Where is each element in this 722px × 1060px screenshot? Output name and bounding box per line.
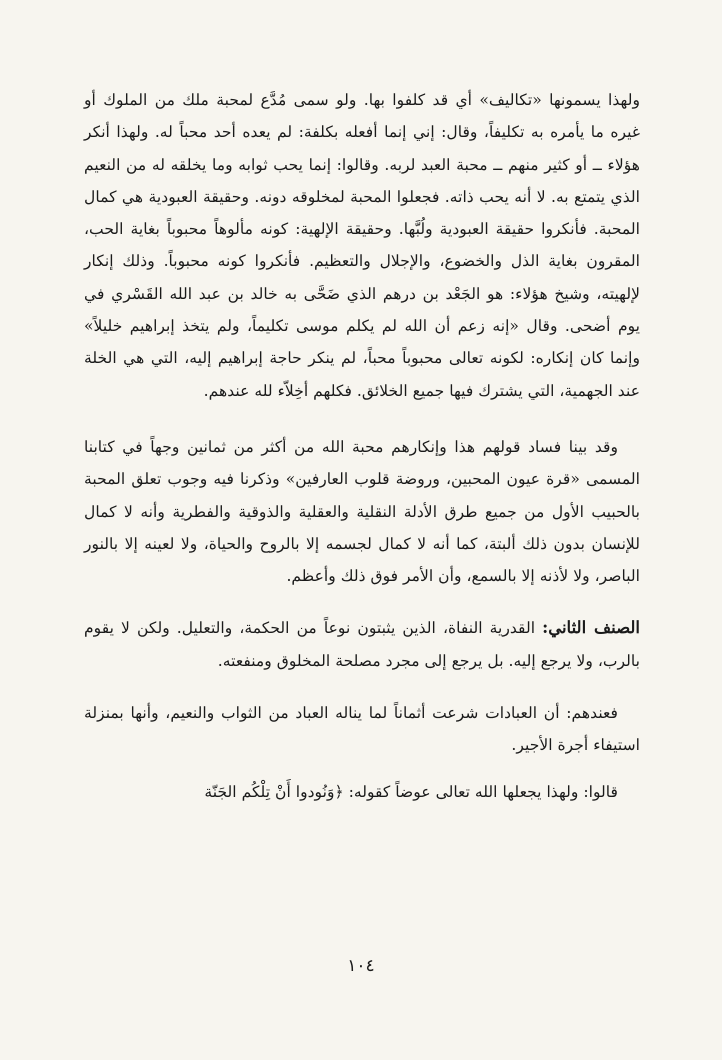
paragraph-2: وقد بينا فساد قولهم هذا وإنكارهم محبة الله من أكثر من ثمانين وجهاً في كتابنا المسمى «قرة عيون المحبين، وروضة قلوب العارفين» وذكرنا فيه وجوب تعلق المحبة بالحبيب الأول من جميع طرق الأدلة النقلية والعقلية والذوقية والفطرية وأنه لا كمال للإنسان بدون ذلك ألبتة، كما أنه لا كمال لجسمه إلا بالروح والحياة، ولا لعينه إلا بالنور الباصر، ولا لأذنه إلا بالسمع، وأن الأمر فوق ذلك وأعظم. (84, 437, 640, 586)
paragraph-3-text: القدرية النفاة، الذين يثبتون نوعاً من الحكمة، والتعليل. ولكن لا يقوم بالرب، ولا يرجع إليه. بل يرجع إلى مجرد مصلحة المخلوق ومنفعته. (84, 619, 640, 670)
section-heading: الصنف الثاني: (542, 618, 640, 638)
paragraph-3 (84, 612, 640, 677)
paragraph-1: ولهذا يسمونها «تكاليف» أي قد كلفوا بها. ولو سمى مُدَّع لمحبة ملك من الملوك أو غيره ما يأمره به تكليفاً، وقال: إني إنما أفعله بكلفة: لم يعده أحد محباً له. ولهذا أنكر هؤلاء ــ أو كثير منهم ــ محبة العبد لربه. وقالوا: إنما يحب ثوابه وما يخلقه له من النعيم الذي يتمتع به. لا أنه يحب ذاته. فجعلوا المحبة لمخلوقه دونه. وحقيقة العبودية هي كمال المحبة. فأنكروا حقيقة العبودية ولُبَّها. وحقيقة الإلهية: كونه مألوهاً محبوباً بغاية الحب، المقرون بغاية الذل والخضوع، والإجلال والتعظيم. فأنكروا كونه محبوباً. وذلك إنكار لإلهيته، وشيخ هؤلاء: هو الجَعْد بن درهم الذي ضَحَّى به خالد بن عبد الله القَسْري في يوم أضحى. وقال «إنه زعم أن الله لم يكلم موسى تكليماً، ولم يتخذ إبراهيم خليلاً» وإنما كان إنكاره: لكونه تعالى محبوباً محباً، لم ينكر حاجة إبراهيم إليه، التي هي الخلة عند الجهمية، التي يشترك فيها جميع الخلائق. فكلهم أخِلاّء لله عندهم. (84, 91, 640, 400)
page-body (84, 84, 640, 808)
page-number: ١٠٤ (347, 956, 375, 976)
paragraph-5: قالوا: ولهذا يجعلها الله تعالى عوضاً كقوله: ﴿وَنُودوا أَنْ تِلْكُم الجَنّة (204, 782, 618, 801)
paragraph-4: فعندهم: أن العبادات شرعت أثماناً لما يناله العباد من الثواب والنعيم، وأنها بمنزلة استيفاء أجرة الأجير. (84, 704, 640, 755)
